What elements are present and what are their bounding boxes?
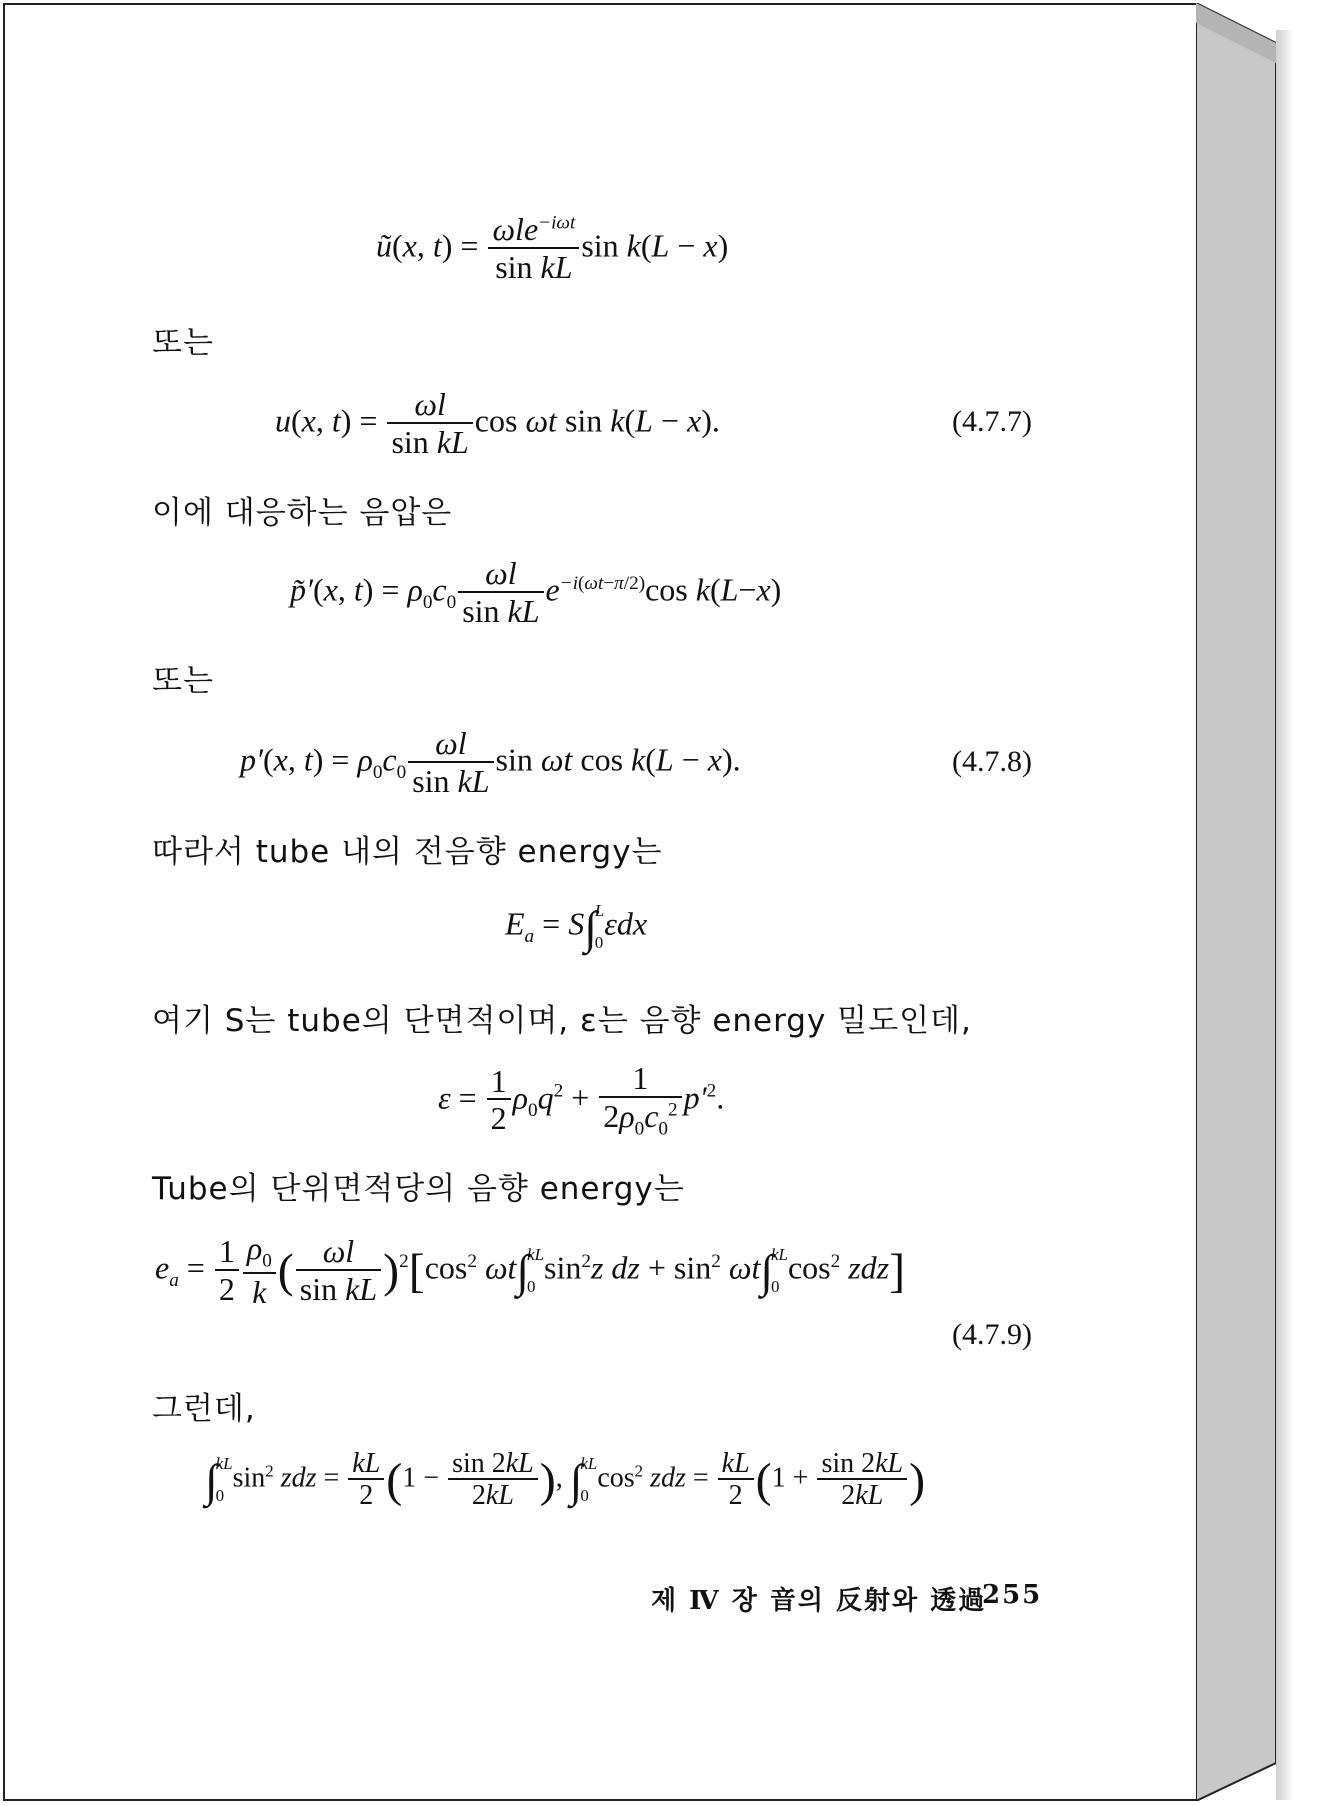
equation-number-4-7-9: (4.7.9) xyxy=(952,1318,1032,1351)
equation-p-tilde: p̃′(x, $t) = \rho_0c_0$ $\frac{\omega l}{\text{sin kL}}$ $e^{-i(\omega t-\pi/2)}\cos$ k(L−x) xyxy=(290,555,782,629)
text-or-2: 또는 xyxy=(152,663,214,699)
equation-number-4-7-7: (4.7.7) xyxy=(952,405,1032,438)
text-or-1: 또는 xyxy=(152,325,214,361)
text-however: 그런데, xyxy=(152,1391,256,1427)
text-where-s: 여기 S는 tube의 단면적이며, ε는 음향 energy 밀도인데, xyxy=(152,1003,972,1039)
footer-chapter-title: 제 Ⅳ 장 音의 反射와 透過 xyxy=(651,1586,987,1616)
text-per-unit-area: Tube의 단위면적당의 음향 energy는 xyxy=(152,1171,685,1207)
equation-number-4-7-8: (4.7.8) xyxy=(952,745,1032,778)
text-corresponding-pressure: 이에 대응하는 음압은 xyxy=(152,495,453,531)
footer-page-number: 255 xyxy=(982,1580,1043,1610)
equation-energy-integral: $E_a = S\int$ L 0 εdx xyxy=(505,901,648,953)
book-spine xyxy=(1196,3,1276,1801)
equation-4-7-9: $e_a$ = $\frac{1}{2}$ $\frac{\rho_0}{k}$ ( $\frac{\omega l}{\text{sin kL}}$ )$^2[\cos^2$ ωt∫ kL 0 $\sin^2z$ dz + $\sin^2 \omega t\int$ kL 0 $\cos^2 zdz$] xyxy=(155,1230,906,1310)
equation-integral-results: ∫ kL 0 $\sin^2$ zdz = $\frac{kL}{2}$ (1 − $\frac{\sin 2kL}{2kL}$ ), ∫ kL 0 $\cos^2$ zdz = $\frac{kL}{2}$ (1 + $\frac{\sin 2kL}{2kL}$ ) xyxy=(205,1447,926,1511)
equation-4-7-7: u(x, t) = $\frac{\omega l}{\text{sin kL}}$ cos ωt sin k(L − x). xyxy=(275,386,720,460)
equation-energy-density: ε = $\frac{1}{2}$ $\rho_0q^2$ + $\frac{1}{2\rho_0c_0^2}$ $p'^2$. xyxy=(438,1060,725,1139)
text-total-energy: 따라서 tube 내의 전음향 energy는 xyxy=(152,834,663,870)
page-edge-shadow xyxy=(1276,30,1294,1800)
equation-u-tilde: ũ(x, t) = $\frac{\omega le^{-i\omega t}}{\text{sin kL}}$ sin k(L − x) xyxy=(376,211,729,285)
equation-4-7-8: p′(x, $t) = \rho_0c_0$ $\frac{\omega l}{\text{sin kL}}$ sin ωt cos k(L − x). xyxy=(240,725,741,799)
